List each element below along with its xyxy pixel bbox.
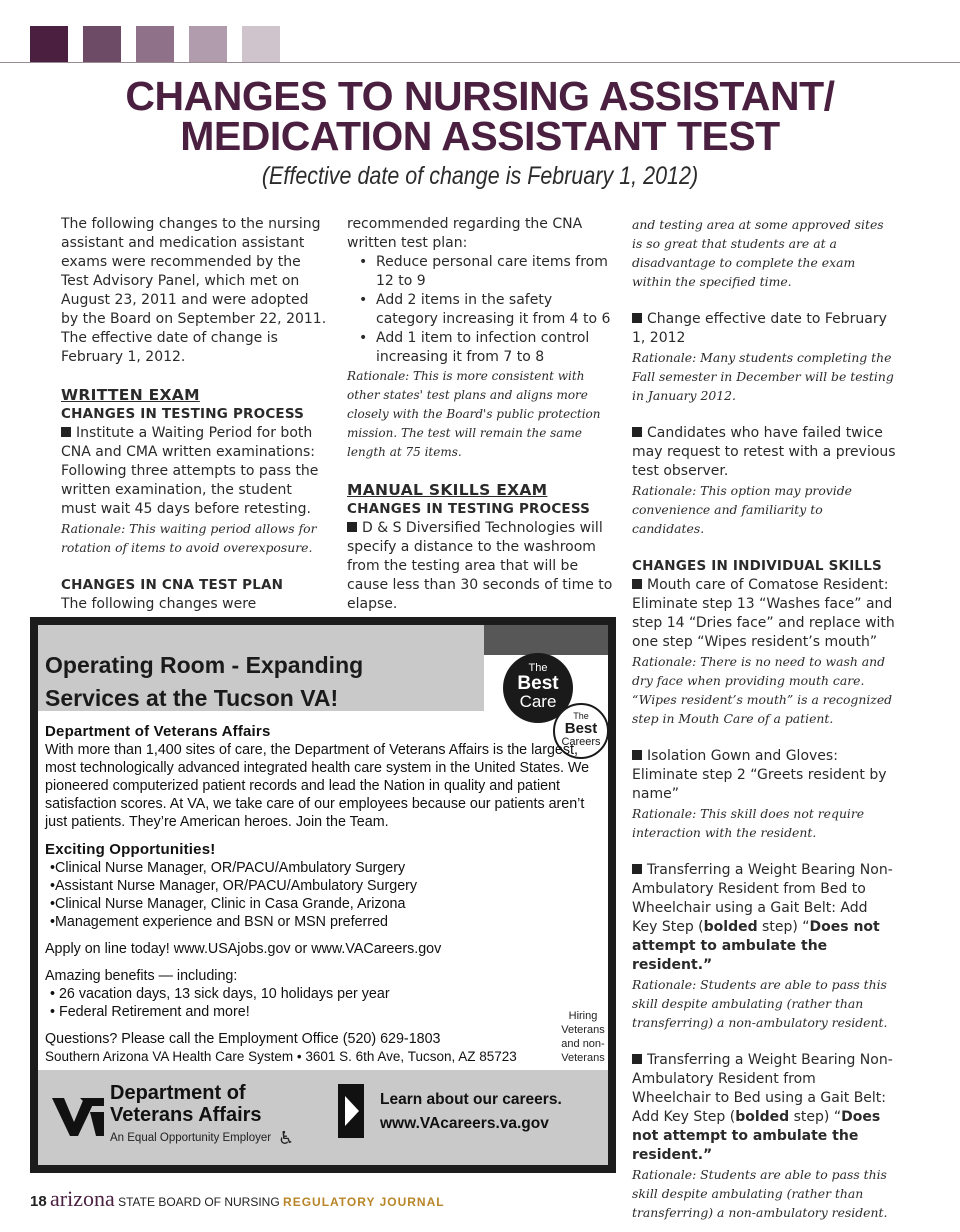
careers-link[interactable] — [380, 1088, 562, 1136]
square-bullet-icon — [61, 427, 71, 437]
change-item — [632, 747, 896, 804]
page-title — [0, 73, 960, 159]
apply-text: Apply on line today! www.USAjobs.gov or www.VACareers.gov — [45, 941, 442, 957]
ad-title-line: Services at the Tucson VA! — [45, 685, 339, 711]
badge-text: The — [528, 662, 548, 674]
rationale: Rationale: Students are able to pass this skill despite ambulating (rather than transferring) a non-ambulatory resident. — [632, 977, 888, 1030]
color-square — [83, 26, 121, 62]
badge-text: The — [573, 711, 589, 721]
change-item — [632, 861, 896, 975]
badge-text: Best — [517, 673, 559, 694]
ad-header-dark — [484, 625, 608, 655]
careers-url[interactable]: www.VAcareers.va.gov — [380, 1115, 549, 1132]
section-heading: MANUAL SKILLS EXAM — [347, 481, 548, 499]
header-rule — [0, 62, 960, 63]
page-footer — [30, 1186, 445, 1212]
square-bullet-icon — [347, 522, 357, 532]
list-item: • Add 2 items in the safety category increasing it from 4 to 6 — [359, 291, 615, 329]
change-text: Transferring a Weight Bearing Non-Ambulatory Resident from Wheelchair to Bed using a Gait Belt: Add Key Step ( — [632, 1052, 893, 1125]
rationale: Rationale: This is more consistent with other states' test plans and aligns more closely with the Board's public protection mission. The test will remain the same length at 75 items. — [347, 369, 601, 459]
hiring-note: Hiring Veterans and non-Veterans — [561, 1010, 605, 1064]
ad-panel — [38, 625, 608, 1165]
ad-heading: Department of Veterans Affairs — [45, 723, 271, 740]
body-text: The following changes were — [61, 596, 257, 612]
journal-name: REGULATORY JOURNAL — [283, 1195, 445, 1209]
va-name-line: Department of — [110, 1082, 246, 1104]
ad-title — [45, 649, 363, 715]
ad-footer — [38, 1070, 608, 1165]
va-advertisement — [30, 617, 616, 1173]
change-text: Transferring a Weight Bearing Non-Ambulatory Resident from Bed to Wheelchair using a Gait Belt: Add Key Step ( — [632, 862, 893, 935]
color-square — [189, 26, 227, 62]
change-item — [632, 576, 896, 652]
subheading: CHANGES IN TESTING PROCESS — [61, 406, 305, 422]
bold-text: Does not attempt to ambulate the resident.” — [632, 919, 880, 973]
ad-text: With more than 1,400 sites of care, the Department of Veterans Affairs is the largest, most technologically advanced integrated health care system in the United States. We pioneered computerized patient records and lead the Nation in quality and patient satisfaction scores. At VA, we take care of our employees because our patients aren’t just patients. They’re American heroes. Join the Team. — [45, 742, 590, 830]
change-text: step) “ — [789, 1109, 842, 1125]
title-line: MEDICATION ASSISTANT TEST — [180, 113, 780, 159]
bold-text: bolded — [703, 919, 758, 935]
subheading: CHANGES IN TESTING PROCESS — [347, 501, 591, 517]
contact-text: Questions? Please call the Employment Office (520) 629-1803 — [45, 1031, 441, 1047]
color-square — [242, 26, 280, 62]
change-text: Institute a Waiting Period for both CNA and CMA written examinations: Following three attempts to pass the written examination, the student must wait 45 days before retesting. — [61, 425, 319, 517]
page-subtitle: (Effective date of change is February 1, 2012) — [261, 162, 699, 190]
ad-heading: Exciting Opportunities! — [45, 841, 216, 858]
color-square — [136, 26, 174, 62]
list-item: •Clinical Nurse Manager, Clinic in Casa Grande, Arizona — [50, 896, 406, 912]
ad-title-line: Operating Room - Expanding — [45, 652, 364, 678]
bold-text: Does not attempt to ambulate the resident.” — [632, 1109, 881, 1163]
change-item — [61, 424, 329, 519]
square-bullet-icon — [632, 313, 642, 323]
intro-text: The following changes to the nursing assistant and medication assistant exams were recommended by the Test Advisory Panel, which met on August 23, 2011 and were adopted by the Board on September 22, 2011. The effective date of change is February 1, 2012. — [61, 216, 327, 365]
rationale: Rationale: Many students completing the Fall semester in December will be testing in January 2012. — [632, 350, 894, 403]
list-item: • Federal Retirement and more! — [50, 1004, 250, 1020]
square-bullet-icon — [632, 864, 642, 874]
ad-header — [38, 625, 484, 711]
body-text: recommended regarding the CNA written test plan: — [347, 216, 583, 251]
board-name: STATE BOARD OF NURSING — [118, 1195, 280, 1209]
change-text: D & S Diversified Technologies will specify a distance to the washroom from the testing area that will be cause less than 30 seconds of time to elapse. — [347, 520, 613, 612]
opportunities-list — [45, 859, 605, 931]
list-item: •Management experience and BSN or MSN preferred — [50, 914, 388, 930]
change-item — [632, 424, 896, 481]
list-item: •Clinical Nurse Manager, OR/PACU/Ambulatory Surgery — [50, 860, 406, 876]
bold-text: bolded — [735, 1109, 790, 1125]
page-number: 18 — [30, 1193, 47, 1210]
header-squares — [30, 26, 280, 62]
rationale: and testing area at some approved sites is so great that students are at a disadvantage to complete the exam within the specified time. — [632, 217, 884, 289]
benefits-heading: Amazing benefits — including: — [45, 968, 238, 984]
benefits-list — [45, 985, 605, 1021]
rationale: Rationale: This skill does not require interaction with the resident. — [632, 806, 865, 840]
square-bullet-icon — [632, 750, 642, 760]
list-item: • 26 vacation days, 13 sick days, 10 holidays per year — [50, 986, 390, 1002]
ad-body — [45, 720, 605, 1066]
square-bullet-icon — [632, 427, 642, 437]
subheading: CHANGES IN CNA TEST PLAN — [61, 577, 284, 593]
va-logo-icon — [50, 1092, 106, 1138]
title-line: CHANGES TO NURSING ASSISTANT/ — [125, 73, 835, 119]
rationale: Rationale: Students are able to pass this skill despite ambulating (rather than transferring) a non-ambulatory resident. — [632, 1167, 888, 1220]
square-bullet-icon — [632, 579, 642, 589]
change-text: Mouth care of Comatose Resident: Eliminate step 13 “Washes face” and step 14 “Dries face” and replace with one step “Wipes resident’s mouth” — [632, 577, 895, 650]
list-item: •Assistant Nurse Manager, OR/PACU/Ambulatory Surgery — [50, 878, 418, 894]
badge-text: Best — [564, 720, 598, 737]
change-item — [632, 310, 896, 348]
va-name-line: Veterans Affairs — [110, 1104, 262, 1126]
plan-bullets — [347, 253, 615, 367]
list-item: • Reduce personal care items from 12 to 9 — [359, 253, 615, 291]
subheading: CHANGES IN INDIVIDUAL SKILLS — [632, 558, 882, 574]
section-heading: WRITTEN EXAM — [61, 386, 200, 404]
column-1 — [61, 215, 329, 614]
change-item — [632, 1051, 896, 1165]
badge-text: Care — [519, 692, 557, 711]
change-text: Candidates who have failed twice may request to retest with a previous test observer. — [632, 425, 896, 479]
badge-text: Careers — [561, 736, 601, 748]
rationale: Rationale: This option may provide convenience and familiarity to candidates. — [632, 483, 853, 536]
color-square — [30, 26, 68, 62]
change-item — [347, 519, 615, 614]
rationale: Rationale: This waiting period allows for rotation of items to avoid overexposure. — [61, 521, 317, 555]
va-name — [110, 1082, 262, 1126]
address-text: Southern Arizona VA Health Care System • 3601 S. 6th Ave, Tucson, AZ 85723 — [45, 1049, 517, 1064]
arrow-icon — [338, 1084, 364, 1138]
arizona-wordmark: arizona — [50, 1186, 115, 1211]
column-2 — [347, 215, 615, 652]
column-3 — [632, 215, 896, 1222]
change-text: Change effective date to February 1, 2012 — [632, 311, 887, 346]
accessibility-icon: ♿ — [278, 1128, 295, 1149]
careers-line: Learn about our careers. — [380, 1091, 562, 1108]
square-bullet-icon — [632, 1054, 642, 1064]
list-item: • Add 1 item to infection control increasing it from 7 to 8 — [359, 329, 615, 367]
eoe-text: An Equal Opportunity Employer — [110, 1132, 272, 1144]
rationale: Rationale: There is no need to wash and dry face when providing mouth care. “Wipes resident’s mouth” is a recognized step in Mouth Care of a patient. — [632, 654, 893, 726]
change-text: Isolation Gown and Gloves: Eliminate step 2 “Greets resident by name” — [632, 748, 887, 802]
change-text: step) “ — [757, 919, 810, 935]
